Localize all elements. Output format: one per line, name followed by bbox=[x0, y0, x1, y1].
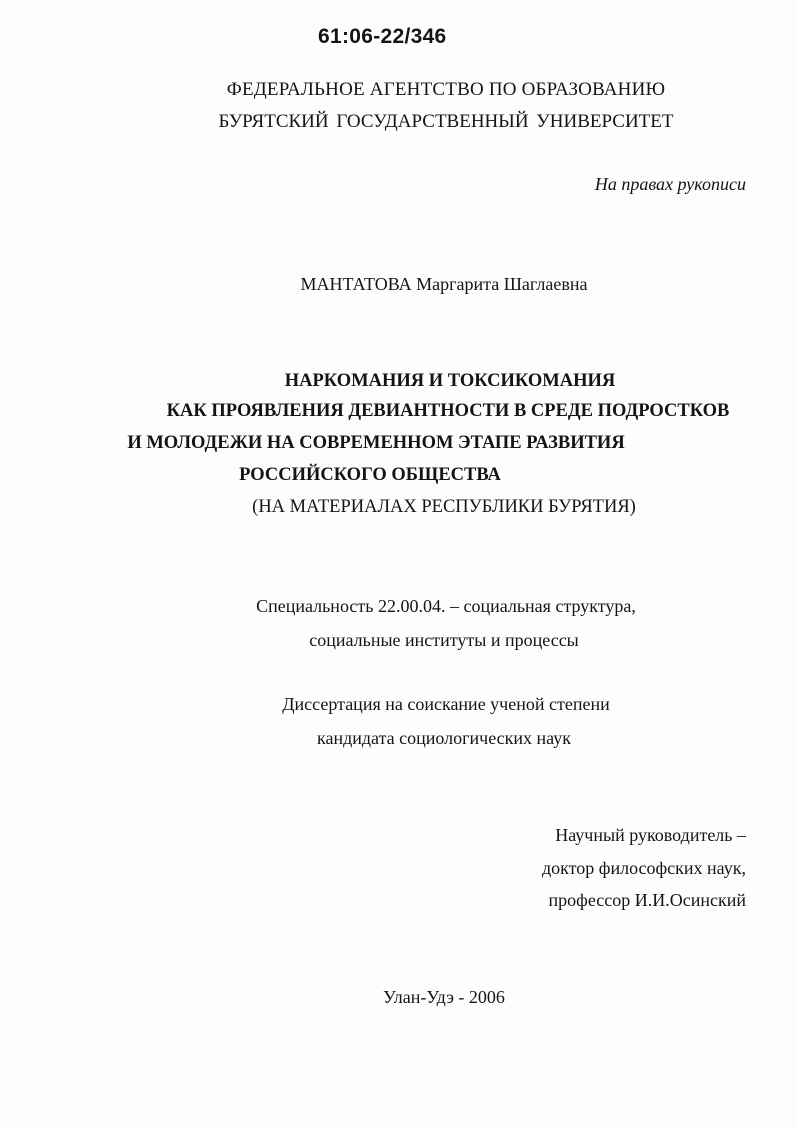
supervisor-line-2: доктор философских наук, bbox=[542, 858, 746, 878]
specialty-line-2: социальные институты и процессы bbox=[309, 630, 579, 650]
city-year: Улан-Удэ - 2006 bbox=[383, 987, 505, 1007]
specialty-line-1: Специальность 22.00.04. – социальная структура, bbox=[256, 596, 636, 616]
dissertation-line-1: Диссертация на соискание ученой степени bbox=[282, 694, 610, 714]
manuscript-note: На правах рукописи bbox=[594, 174, 746, 194]
author-name: МАНТАТОВА Маргарита Шаглаевна bbox=[300, 274, 588, 294]
university-heading: БУРЯТСКИЙ ГОСУДАРСТВЕННЫЙ УНИВЕРСИТЕТ bbox=[218, 111, 674, 132]
supervisor-line-1: Научный руководитель – bbox=[555, 825, 746, 845]
archive-number: 61:06-22/346 bbox=[318, 25, 447, 48]
dissertation-line-2: кандидата социологических наук bbox=[317, 728, 571, 748]
title-line-4: РОССИЙСКОГО ОБЩЕСТВА bbox=[239, 465, 501, 485]
supervisor-line-3: профессор И.И.Осинский bbox=[548, 890, 746, 910]
title-line-3: И МОЛОДЕЖИ НА СОВРЕМЕННОМ ЭТАПЕ РАЗВИТИЯ bbox=[127, 433, 625, 453]
title-subtitle: (НА МАТЕРИАЛАХ РЕСПУБЛИКИ БУРЯТИЯ) bbox=[252, 497, 636, 517]
title-line-2: КАК ПРОЯВЛЕНИЯ ДЕВИАНТНОСТИ В СРЕДЕ ПОДРОСТКОВ bbox=[166, 401, 730, 421]
agency-heading: ФЕДЕРАЛЬНОЕ АГЕНТСТВО ПО ОБРАЗОВАНИЮ bbox=[226, 79, 666, 100]
title-line-1: НАРКОМАНИЯ И ТОКСИКОМАНИЯ bbox=[284, 371, 616, 391]
